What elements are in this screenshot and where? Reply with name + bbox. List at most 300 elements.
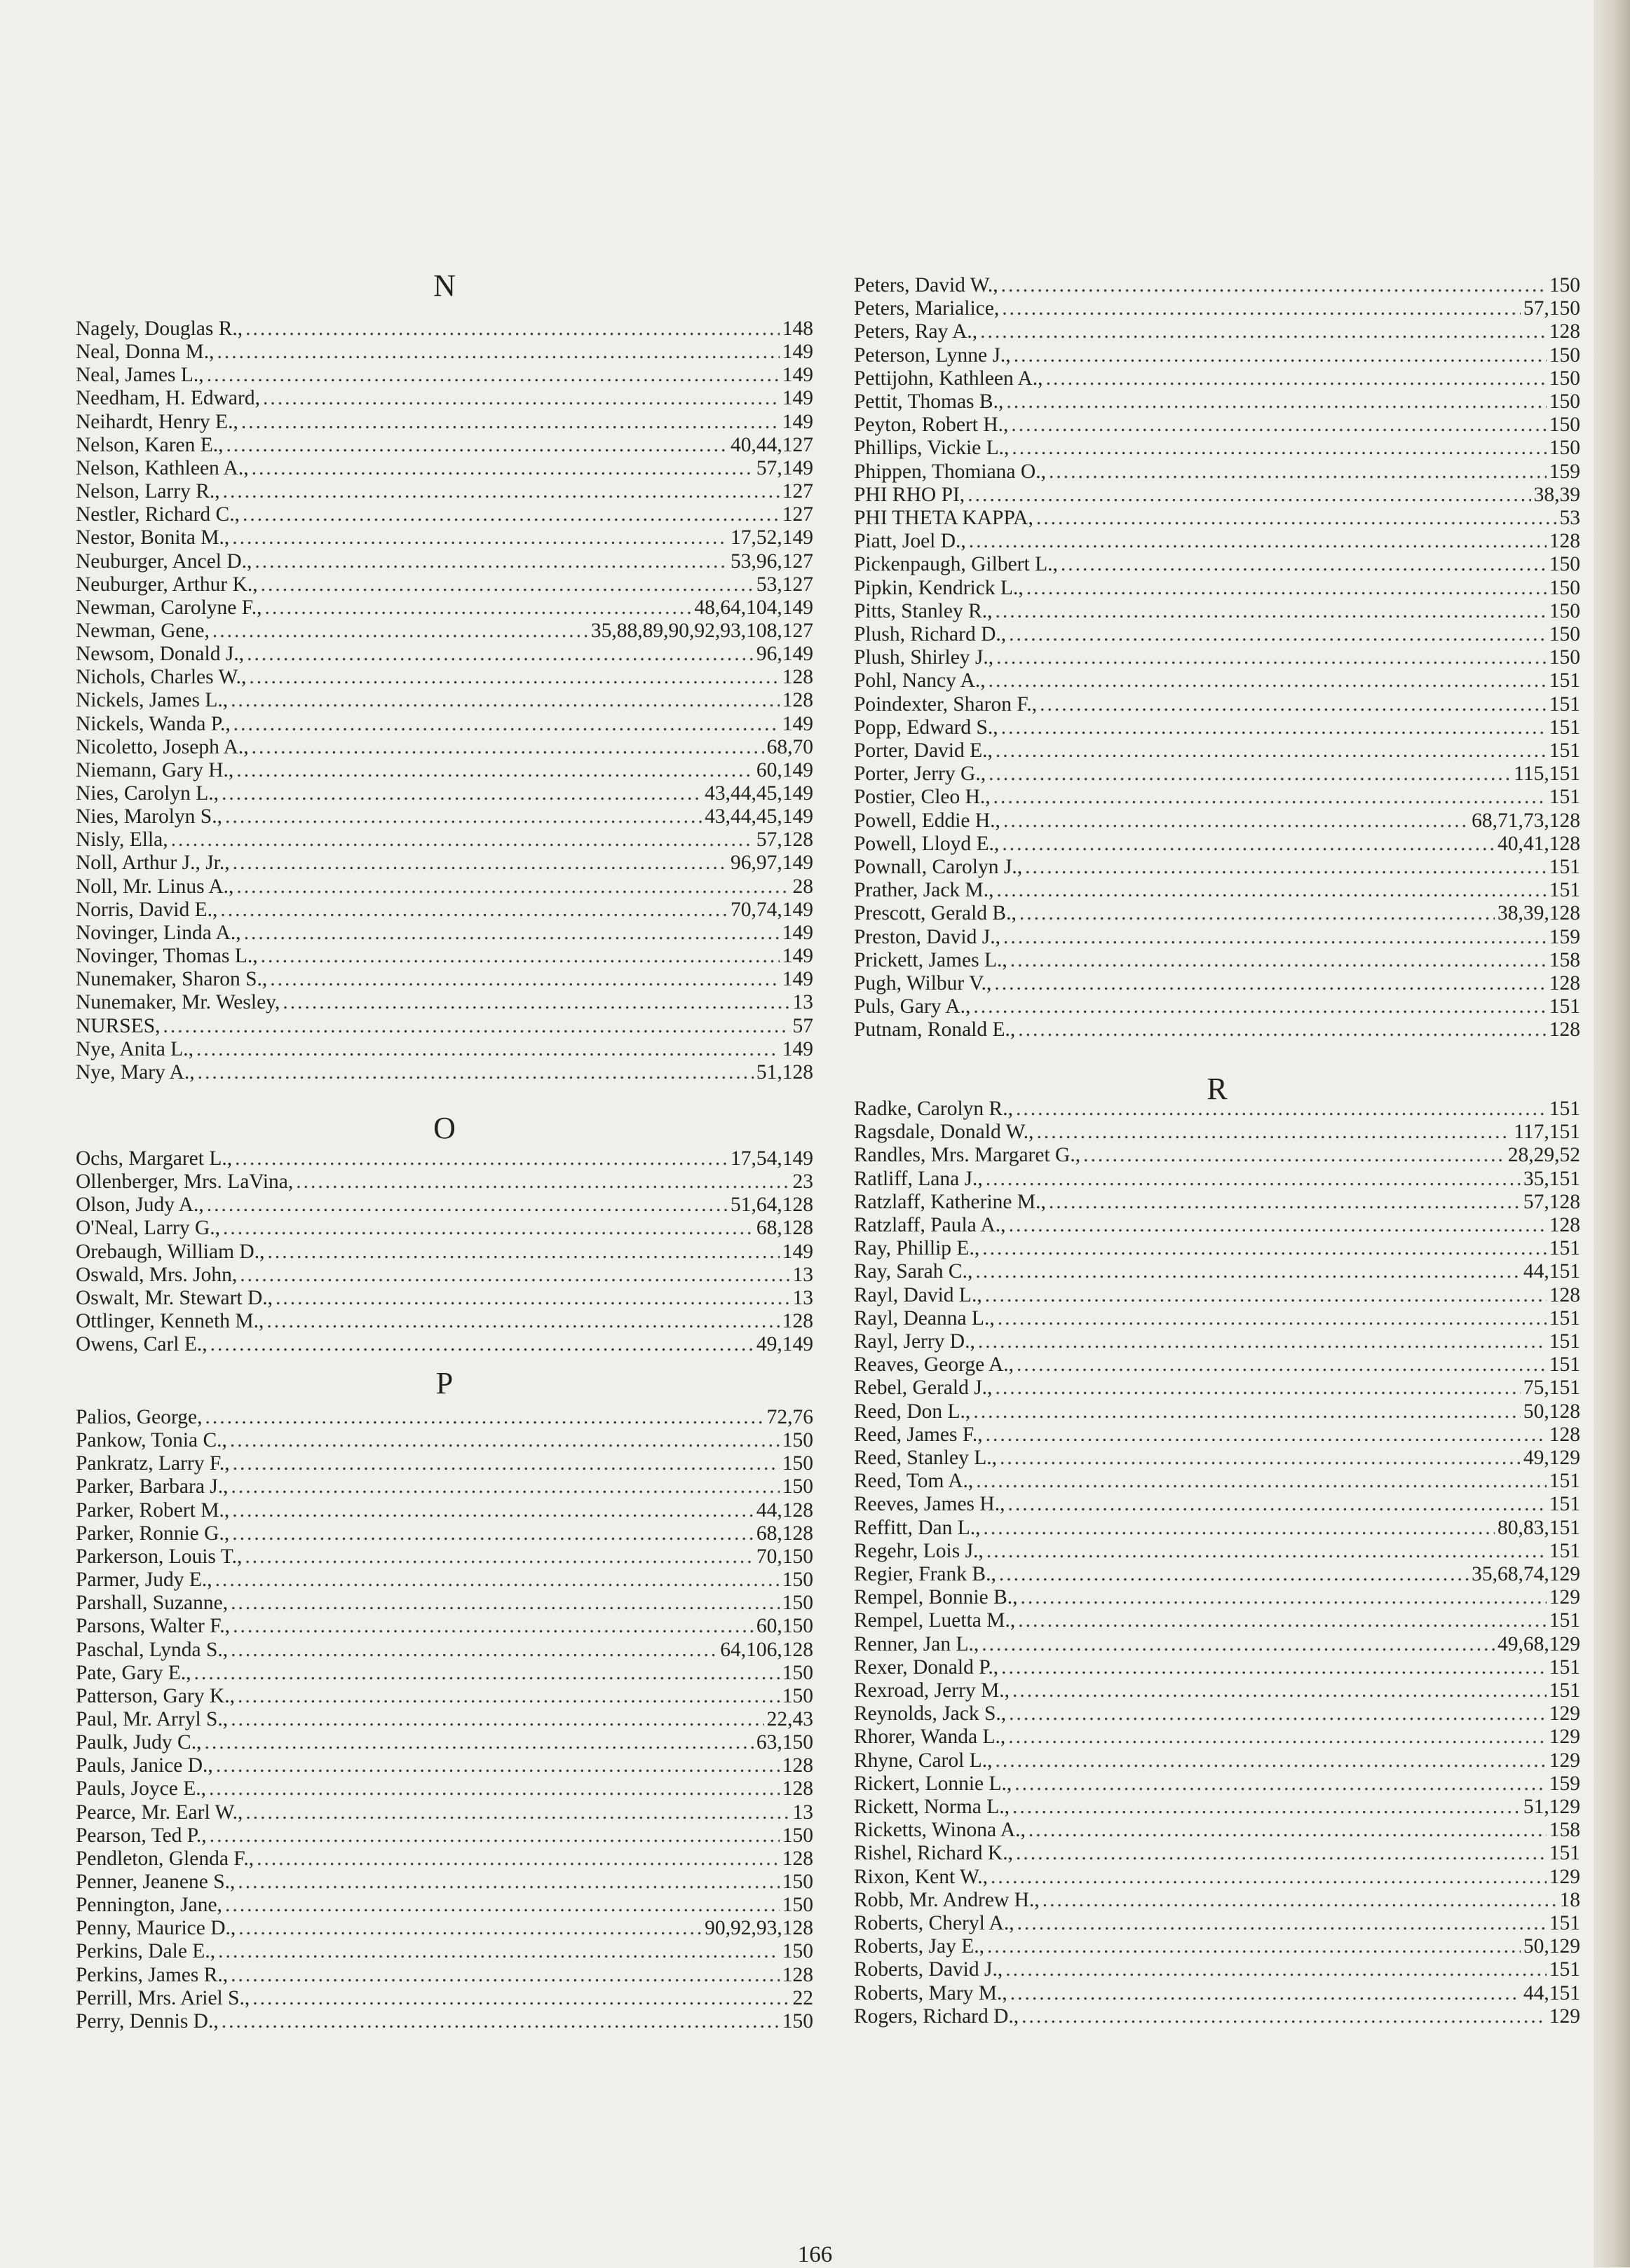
index-entry — [76, 735, 813, 759]
section-letter-heading: R — [1207, 1072, 1228, 1106]
entry-name: Pownall, Carolyn J., — [854, 856, 1023, 878]
dot-leader — [254, 549, 728, 573]
dot-leader — [222, 781, 702, 805]
index-entry — [76, 1060, 813, 1084]
index-entry — [76, 1963, 813, 1987]
index-entry — [854, 971, 1580, 995]
index-entry — [76, 1916, 813, 1940]
entry-name: Piatt, Joel D., — [854, 530, 966, 552]
dot-leader — [1021, 2004, 1547, 2028]
entry-name: Pugh, Wilbur V., — [854, 972, 992, 995]
index-entry — [76, 2009, 813, 2033]
entry-name: Peters, Ray A., — [854, 320, 978, 343]
dot-leader — [210, 1824, 780, 1847]
dot-leader — [1005, 1958, 1547, 1981]
entry-pages: 60,149 — [756, 759, 813, 781]
entry-pages: 49,129 — [1523, 1447, 1580, 1469]
index-entry — [76, 1824, 813, 1847]
entry-name: Penny, Maurice D., — [76, 1917, 236, 1939]
entry-name: Rempel, Bonnie B., — [854, 1586, 1018, 1608]
entry-name: Putnam, Ronald E., — [854, 1018, 1016, 1041]
entry-name: PHI RHO PI, — [854, 484, 965, 506]
dot-leader — [987, 1934, 1521, 1958]
index-entry — [76, 851, 813, 875]
dot-leader — [989, 762, 1511, 786]
index-entry — [854, 1330, 1580, 1353]
index-entry — [854, 552, 1580, 576]
entry-name: Penner, Jeanene S., — [76, 1871, 236, 1893]
index-entry — [854, 855, 1580, 879]
entry-name: Pipkin, Kendrick L., — [854, 577, 1024, 599]
index-entry — [76, 781, 813, 805]
entry-name: Pate, Gary E., — [76, 1662, 191, 1684]
entry-name: Nelson, Larry R., — [76, 480, 220, 503]
index-entry — [76, 875, 813, 899]
section-letter-heading: N — [433, 268, 456, 303]
index-entry — [76, 1263, 813, 1287]
dot-leader — [233, 1451, 780, 1475]
index-entry — [854, 1725, 1580, 1749]
dot-leader — [1046, 367, 1547, 390]
entry-pages: 151 — [1549, 879, 1580, 901]
entry-name: Reynolds, Jack S., — [854, 1702, 1007, 1725]
index-entry — [76, 1730, 813, 1754]
index-entry — [854, 925, 1580, 949]
entry-name: Plush, Shirley J., — [854, 646, 994, 669]
index-entry — [76, 1614, 813, 1638]
dot-leader — [1036, 506, 1557, 530]
dot-leader — [217, 340, 779, 364]
index-entry — [76, 1870, 813, 1894]
dot-leader — [1016, 1097, 1547, 1121]
index-entry — [854, 390, 1580, 414]
entry-pages: 13 — [792, 1264, 813, 1286]
entry-name: Reed, Stanley L., — [854, 1447, 997, 1469]
index-entry — [76, 805, 813, 828]
dot-leader — [283, 990, 789, 1014]
dot-leader — [998, 1306, 1547, 1330]
index-entry — [76, 1147, 813, 1170]
entry-name: Perkins, Dale E., — [76, 1940, 216, 1962]
entry-name: Novinger, Thomas L., — [76, 945, 258, 967]
entry-name: Newman, Carolyne F., — [76, 596, 262, 619]
entry-name: Puls, Gary A., — [854, 995, 971, 1018]
entry-name: Powell, Lloyd E., — [854, 833, 1000, 855]
entry-name: Pendleton, Glenda F., — [76, 1847, 254, 1870]
entry-pages: 150 — [782, 1429, 813, 1451]
entry-pages: 150 — [782, 1871, 813, 1893]
entry-name: Ottlinger, Kenneth M., — [76, 1310, 264, 1332]
index-entry — [854, 1469, 1580, 1493]
index-entry — [854, 809, 1580, 833]
dot-leader — [982, 1236, 1547, 1260]
entry-pages: 13 — [792, 991, 813, 1013]
index-entry — [854, 1865, 1580, 1889]
dot-leader — [1009, 1213, 1547, 1237]
dot-leader — [235, 1147, 728, 1170]
dot-leader — [989, 669, 1547, 692]
dot-leader — [222, 2009, 780, 2033]
entry-pages: 150 — [782, 1452, 813, 1475]
entry-pages: 57,150 — [1523, 297, 1580, 320]
index-entry — [854, 878, 1580, 902]
index-entry — [76, 1170, 813, 1194]
entry-pages: 151 — [1549, 1493, 1580, 1515]
entry-name: Porter, Jerry G., — [854, 763, 986, 785]
dot-leader — [198, 1060, 754, 1084]
entry-pages: 13 — [792, 1287, 813, 1309]
dot-leader — [1003, 809, 1469, 833]
index-entry — [76, 1591, 813, 1615]
dot-leader — [225, 1893, 780, 1917]
entry-name: Nies, Carolyn L., — [76, 782, 219, 805]
index-entry — [854, 1167, 1580, 1191]
dot-leader — [975, 1259, 1521, 1283]
dot-leader — [276, 1286, 789, 1310]
dot-leader — [261, 944, 780, 968]
entry-name: Regehr, Lois J., — [854, 1540, 984, 1562]
dot-leader — [205, 1405, 764, 1429]
index-entry — [854, 785, 1580, 809]
entry-name: Rhorer, Wanda L., — [854, 1726, 1006, 1748]
index-entry — [854, 1818, 1580, 1842]
index-entry — [76, 1286, 813, 1310]
entry-name: Oswalt, Mr. Stewart D., — [76, 1287, 273, 1309]
index-entry — [854, 762, 1580, 786]
entry-pages: 151 — [1549, 693, 1580, 716]
dot-leader — [1000, 1446, 1521, 1470]
entry-pages: 150 — [782, 1475, 813, 1498]
entry-pages: 128 — [782, 1777, 813, 1800]
dot-leader — [986, 1423, 1547, 1447]
entry-pages: 150 — [782, 1569, 813, 1591]
entry-name: Orebaugh, William D., — [76, 1241, 265, 1263]
entry-name: Peters, David W., — [854, 274, 998, 296]
index-entry — [854, 273, 1580, 297]
entry-name: Palios, George, — [76, 1406, 203, 1428]
entry-name: Reeves, James H., — [854, 1493, 1005, 1515]
entry-name: Neal, James L., — [76, 364, 204, 386]
index-entry — [76, 688, 813, 712]
dot-leader — [973, 995, 1546, 1018]
entry-pages: 158 — [1549, 1819, 1580, 1841]
index-entry — [854, 1888, 1580, 1912]
entry-name: Neuburger, Arthur K., — [76, 573, 258, 596]
dot-leader — [207, 1193, 728, 1217]
dot-leader — [270, 967, 779, 991]
index-entry — [76, 410, 813, 434]
entry-name: Rayl, Deanna L., — [854, 1307, 995, 1330]
dot-leader — [231, 1475, 780, 1498]
entry-pages: 53,96,127 — [731, 550, 813, 573]
entry-name: Reffitt, Dan L., — [854, 1517, 981, 1539]
index-entry — [854, 1539, 1580, 1563]
entry-pages: 22,43 — [766, 1708, 813, 1730]
index-entry — [76, 456, 813, 480]
index-entry — [76, 990, 813, 1014]
dot-leader — [1012, 1679, 1547, 1702]
dot-leader — [233, 712, 780, 736]
entry-pages: 150 — [1549, 344, 1580, 367]
entry-name: Oswald, Mrs. John, — [76, 1264, 238, 1286]
index-entry — [76, 1707, 813, 1731]
index-entry — [854, 413, 1580, 437]
entry-name: Poindexter, Sharon F., — [854, 693, 1038, 716]
entry-name: PHI THETA KAPPA, — [854, 507, 1033, 529]
dot-leader — [257, 1847, 780, 1871]
entry-pages: 68,128 — [756, 1217, 813, 1239]
entry-pages: 64,106,128 — [720, 1639, 813, 1661]
entry-pages: 96,149 — [756, 643, 813, 665]
entry-pages: 128 — [1549, 530, 1580, 552]
entry-name: Nagely, Douglas R., — [76, 317, 243, 340]
entry-name: Pitts, Stanley R., — [854, 600, 993, 622]
entry-pages: 68,128 — [756, 1522, 813, 1545]
dot-leader — [1012, 436, 1546, 460]
entry-pages: 150 — [782, 1685, 813, 1707]
entry-pages: 149 — [782, 341, 813, 363]
entry-pages: 151 — [1549, 786, 1580, 808]
entry-pages: 129 — [1549, 2005, 1580, 2028]
dot-leader — [1002, 832, 1495, 856]
entry-name: Owens, Carl E., — [76, 1333, 208, 1355]
index-entry — [854, 1097, 1580, 1121]
dot-leader — [261, 573, 754, 596]
index-entry — [76, 1405, 813, 1429]
index-entry — [76, 1475, 813, 1498]
entry-pages: 90,92,93,128 — [705, 1917, 813, 1939]
entry-pages: 150 — [1549, 414, 1580, 436]
dot-leader — [1042, 1888, 1557, 1912]
entry-name: Rixon, Kent W., — [854, 1866, 988, 1888]
dot-leader — [1083, 1143, 1505, 1167]
dot-leader — [163, 1014, 790, 1038]
index-entry — [854, 460, 1580, 484]
entry-name: Parsons, Walter F., — [76, 1615, 231, 1637]
entry-pages: 128 — [782, 666, 813, 688]
index-entry — [854, 948, 1580, 972]
entry-pages: 38,39 — [1533, 484, 1580, 506]
entry-name: Noll, Arthur J., Jr., — [76, 852, 230, 874]
entry-name: Randles, Mrs. Margaret G., — [854, 1144, 1081, 1166]
entry-pages: 128 — [782, 1310, 813, 1332]
entry-pages: 151 — [1549, 1540, 1580, 1562]
dot-leader — [249, 665, 779, 689]
index-entry — [76, 1939, 813, 1963]
entry-name: Nies, Marolyn S., — [76, 805, 222, 828]
entry-pages: 151 — [1549, 1307, 1580, 1330]
index-entry — [854, 1562, 1580, 1586]
index-entry — [854, 669, 1580, 692]
index-entry — [76, 1661, 813, 1685]
entry-name: Noll, Mr. Linus A., — [76, 875, 234, 898]
entry-pages: 129 — [1549, 1866, 1580, 1888]
entry-pages: 128 — [782, 689, 813, 711]
dot-leader — [194, 1661, 780, 1685]
entry-name: Rickert, Lonnie L., — [854, 1772, 1012, 1795]
entry-name: Pauls, Janice D., — [76, 1754, 213, 1777]
index-entry — [76, 1777, 813, 1801]
entry-pages: 38,39,128 — [1497, 902, 1580, 924]
dot-leader — [232, 526, 728, 549]
entry-pages: 44,151 — [1523, 1982, 1580, 2004]
entry-pages: 159 — [1549, 460, 1580, 483]
entry-pages: 127 — [782, 480, 813, 503]
entry-pages: 80,83,151 — [1497, 1517, 1580, 1539]
index-entry — [854, 1795, 1580, 1819]
dot-leader — [985, 1283, 1547, 1307]
dot-leader — [986, 1539, 1547, 1563]
entry-name: Nicoletto, Joseph A., — [76, 736, 249, 758]
entry-name: Reed, James F., — [854, 1423, 983, 1446]
dot-leader — [1010, 948, 1547, 972]
entry-name: Rickett, Norma L., — [854, 1796, 1010, 1818]
entry-pages: 151 — [1549, 1330, 1580, 1353]
entry-name: Ray, Phillip E., — [854, 1237, 980, 1259]
dot-leader — [232, 1522, 754, 1545]
index-entry — [854, 2004, 1580, 2028]
entry-pages: 150 — [1549, 600, 1580, 622]
entry-name: Plush, Richard D., — [854, 623, 1007, 645]
index-entry — [76, 1216, 813, 1240]
dot-leader — [238, 1684, 780, 1708]
dot-leader — [231, 1707, 763, 1731]
entry-name: Neal, Donna M., — [76, 341, 215, 363]
entry-name: Ragsdale, Donald W., — [854, 1121, 1034, 1143]
entry-name: Rhyne, Carol L., — [854, 1749, 993, 1772]
entry-name: Powell, Eddie H., — [854, 809, 1000, 832]
entry-name: Parker, Ronnie G., — [76, 1522, 230, 1545]
entry-pages: 128 — [1549, 972, 1580, 995]
entry-pages: 57,149 — [756, 457, 813, 479]
index-entry — [854, 1516, 1580, 1540]
entry-name: Phippen, Thomiana O., — [854, 460, 1046, 483]
dot-leader — [1014, 343, 1547, 367]
entry-pages: 149 — [782, 411, 813, 433]
entry-name: Newman, Gene, — [76, 620, 210, 642]
index-entry — [854, 1981, 1580, 2005]
entry-pages: 129 — [1549, 1702, 1580, 1725]
index-entry — [76, 944, 813, 968]
entry-name: Nisly, Ella, — [76, 828, 168, 851]
index-entry — [854, 1353, 1580, 1376]
index-entry — [854, 367, 1580, 390]
entry-pages: 129 — [1549, 1726, 1580, 1748]
index-entry — [854, 296, 1580, 320]
entry-name: Prickett, James L., — [854, 949, 1007, 971]
entry-pages: 68,70 — [766, 736, 813, 758]
dot-leader — [243, 503, 780, 526]
entry-name: Pearson, Ted P., — [76, 1824, 207, 1847]
entry-name: Renner, Jan L., — [854, 1633, 979, 1655]
entry-name: Paschal, Lynda S., — [76, 1639, 229, 1661]
entry-name: Nunemaker, Sharon S., — [76, 968, 268, 990]
index-entry — [854, 1492, 1580, 1516]
dot-leader — [232, 1498, 754, 1522]
entry-name: Nestler, Richard C., — [76, 503, 240, 526]
entry-pages: 60,150 — [756, 1615, 813, 1637]
entry-pages: 40,44,127 — [731, 434, 813, 456]
entry-pages: 150 — [782, 1662, 813, 1684]
entry-name: Nunemaker, Mr. Wesley, — [76, 991, 280, 1013]
index-entry — [854, 1143, 1580, 1167]
dot-leader — [252, 456, 754, 480]
index-entry — [854, 320, 1580, 343]
entry-pages: 72,76 — [766, 1406, 813, 1428]
entry-pages: 150 — [1549, 646, 1580, 669]
index-entry — [76, 967, 813, 991]
entry-pages: 128 — [1549, 320, 1580, 343]
dot-leader — [265, 596, 692, 620]
dot-leader — [210, 1332, 754, 1356]
entry-pages: 43,44,45,149 — [705, 805, 813, 828]
entry-pages: 151 — [1549, 1842, 1580, 1864]
dot-leader — [196, 1037, 780, 1061]
dot-leader — [241, 410, 780, 434]
entry-pages: 151 — [1549, 1098, 1580, 1120]
entry-pages: 115,151 — [1514, 763, 1580, 785]
entry-pages: 44,151 — [1523, 1260, 1580, 1283]
index-entry — [854, 832, 1580, 856]
entry-name: Perrill, Mrs. Ariel S., — [76, 1987, 250, 2009]
dot-leader — [252, 1986, 789, 2010]
entry-name: Needham, H. Edward, — [76, 387, 260, 409]
entry-pages: 50,129 — [1523, 1935, 1580, 1958]
entry-pages: 51,64,128 — [731, 1194, 813, 1216]
index-entry — [76, 619, 813, 643]
entry-pages: 151 — [1549, 1958, 1580, 1981]
entry-pages: 128 — [1549, 1284, 1580, 1306]
index-entry — [854, 1190, 1580, 1214]
entry-pages: 149 — [782, 364, 813, 386]
index-entry — [76, 1893, 813, 1917]
dot-leader — [1002, 296, 1521, 320]
dot-leader — [1025, 855, 1547, 879]
index-entry — [76, 758, 813, 782]
dot-leader — [216, 1754, 780, 1777]
index-entry — [76, 1037, 813, 1061]
index-entry — [854, 1400, 1580, 1423]
index-entry — [76, 1801, 813, 1824]
dot-leader — [1008, 1725, 1546, 1749]
index-entry — [76, 712, 813, 736]
index-entry — [854, 739, 1580, 763]
entry-name: Parker, Robert M., — [76, 1499, 230, 1522]
entry-name: Porter, David E., — [854, 739, 993, 762]
entry-name: Ray, Sarah C., — [854, 1260, 973, 1283]
entry-pages: 151 — [1549, 1609, 1580, 1632]
entry-name: Rishel, Richard K., — [854, 1842, 1013, 1864]
dot-leader — [233, 1614, 754, 1638]
dot-leader — [1016, 1841, 1547, 1865]
entry-name: Phillips, Vickie L., — [854, 437, 1010, 459]
entry-pages: 150 — [1549, 390, 1580, 413]
entry-pages: 17,52,149 — [731, 526, 813, 549]
dot-leader — [1007, 1492, 1546, 1516]
entry-name: Peyton, Robert H., — [854, 414, 1009, 436]
dot-leader — [996, 645, 1547, 669]
dot-leader — [230, 1428, 780, 1452]
dot-leader — [207, 363, 780, 387]
entry-name: Nickels, Wanda P., — [76, 713, 231, 735]
entry-pages: 51,129 — [1523, 1796, 1580, 1818]
entry-name: Ollenberger, Mrs. LaVina, — [76, 1170, 294, 1193]
entry-pages: 149 — [782, 713, 813, 735]
entry-pages: 53 — [1559, 507, 1580, 529]
entry-pages: 51,128 — [756, 1061, 813, 1084]
entry-name: Neuburger, Ancel D., — [76, 550, 252, 573]
entry-pages: 22 — [792, 1987, 813, 2009]
